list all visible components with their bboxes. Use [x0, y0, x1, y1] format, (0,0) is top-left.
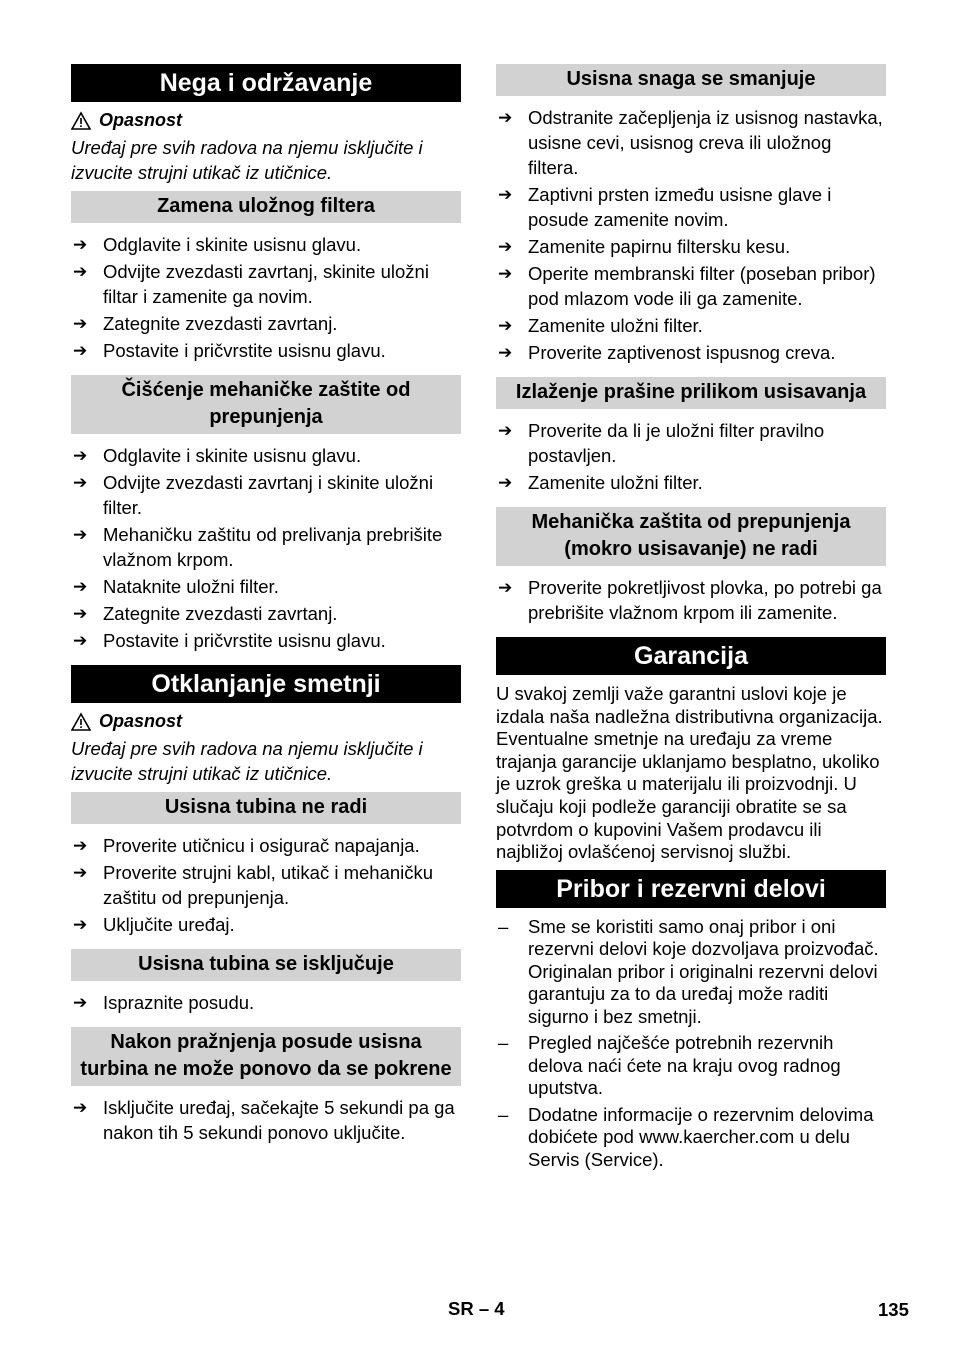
warranty-text: U svakoj zemlji važe garantni uslovi koje je izdala naša nadležna distributivna organizacija. Eventualne smetnje na uređaju za vreme trajanja garancije uklanjamo besplatno, ukoliko je uzrok greška u materijalu ili proizvodnji. U slučaju koji podleže garanciji obratite se sa potvrdom o kupovini Vašem prodavcu ili najbližoj ovlašćenoj servisnoj službi. — [496, 683, 883, 863]
list-item: ➔ Zamenite uložni filter. — [498, 315, 703, 336]
dash-bullet: – — [498, 1103, 509, 1125]
section-heading-accessories: Pribor i rezervni delovi — [496, 870, 886, 908]
arrow-icon: ➔ — [498, 316, 513, 335]
arrow-icon: ➔ — [73, 446, 88, 465]
arrow-icon: ➔ — [73, 473, 88, 492]
arrow-icon: ➔ — [498, 237, 513, 256]
subheading-turbine-restart: Nakon pražnjenja posude usisna turbina ne može ponovo da se pokrene — [71, 1027, 461, 1086]
dash-bullet: – — [498, 915, 509, 937]
list-item: ➔ Proverite pokretljivost plovka, po potrebi ga prebrišite vlažnom krpom ili zamenite. — [498, 577, 882, 623]
list-item: ➔ Postavite i pričvrstite usisnu glavu. — [73, 340, 386, 361]
instruction-list — [71, 990, 461, 1015]
list-item: ➔ Odstranite začepljenja iz usisnog nastavka, usisne cevi, usisnog creva ili uložnog filtera. — [498, 107, 883, 178]
arrow-icon: ➔ — [498, 473, 513, 492]
list-item: ➔ Uključite uređaj. — [73, 914, 235, 935]
warning-label — [71, 711, 461, 732]
instruction-list — [71, 833, 461, 937]
warning-text: Uređaj pre svih radova na njemu isključite i izvucite strujni utikač iz utičnice. — [71, 738, 423, 784]
list-item: ➔ Postavite i pričvrstite usisnu glavu. — [73, 630, 386, 651]
instruction-list — [496, 105, 886, 365]
page-number: 135 — [878, 1299, 909, 1320]
section-heading-troubleshooting: Otklanjanje smetnji — [71, 665, 461, 703]
warning-label — [71, 110, 461, 131]
arrow-icon: ➔ — [73, 993, 88, 1012]
list-item: ➔ Zategnite zvezdasti zavrtanj. — [73, 603, 338, 624]
section-heading-warranty: Garancija — [496, 637, 886, 675]
list-item: ➔ Operite membranski filter (poseban pribor) pod mlazom vode ili ga zamenite. — [498, 263, 876, 309]
arrow-icon: ➔ — [498, 578, 513, 597]
list-item: ➔ Proverite strujni kabl, utikač i mehaničku zaštitu od prepunjenja. — [73, 862, 434, 908]
list-item: ➔ Ispraznite posudu. — [73, 992, 255, 1013]
left-column — [71, 64, 461, 1157]
subheading-dust-escape: Izlaženje prašine prilikom usisavanja — [496, 377, 886, 409]
subheading-turbine-shuts-off: Usisna tubina se isključuje — [71, 949, 461, 981]
right-column — [496, 64, 886, 1175]
warning-icon — [71, 712, 91, 732]
list-item: ➔ Zamenite papirnu filtersku kesu. — [498, 236, 791, 257]
list-item: ➔ Odglavite i skinite usisnu glavu. — [73, 445, 362, 466]
list-item: ➔ Odvijte zvezdasti zavrtanj i skinite uložni filter. — [73, 472, 434, 518]
accessories-list — [496, 916, 886, 1172]
list-item: ➔ Proverite da li je uložni filter pravilno postavljen. — [498, 420, 825, 466]
arrow-icon: ➔ — [73, 525, 88, 544]
warning-text: Uređaj pre svih radova na njemu isključite i izvucite strujni utikač iz utičnice. — [71, 137, 423, 183]
arrow-icon: ➔ — [73, 836, 88, 855]
list-item: – Dodatne informacije o rezervnim delovima dobićete pod www.kaercher.com u delu Servis (Service). — [498, 1103, 874, 1170]
subheading-filter-replacement: Zamena uložnog filtera — [71, 191, 461, 223]
arrow-icon: ➔ — [73, 631, 88, 650]
arrow-icon: ➔ — [73, 341, 88, 360]
arrow-icon: ➔ — [498, 421, 513, 440]
list-item: ➔ Proverite utičnicu i osigurač napajanja. — [73, 835, 420, 856]
arrow-icon: ➔ — [73, 262, 88, 281]
arrow-icon: ➔ — [73, 915, 88, 934]
subheading-suction-decreases: Usisna snaga se smanjuje — [496, 64, 886, 96]
list-item: ➔ Odvijte zvezdasti zavrtanj, skinite uložni filtar i zamenite ga novim. — [73, 261, 429, 307]
list-item: – Sme se koristiti samo onaj pribor i oni rezervni delovi koje dozvoljava proizvođač. Originalan pribor i originalni rezervni delovi garantuju za to da uređaj može raditi sigurno i bez smetnji. — [498, 915, 879, 1027]
arrow-icon: ➔ — [498, 264, 513, 283]
arrow-icon: ➔ — [498, 185, 513, 204]
dash-bullet: – — [498, 1032, 509, 1054]
section-heading-maintenance: Nega i održavanje — [71, 64, 461, 102]
instruction-list — [71, 232, 461, 363]
arrow-icon: ➔ — [498, 343, 513, 362]
instruction-list — [496, 575, 886, 625]
list-item: ➔ Zategnite zvezdasti zavrtanj. — [73, 313, 338, 334]
warning-icon — [71, 111, 91, 131]
instruction-list — [71, 443, 461, 653]
list-item: ➔ Mehaničku zaštitu od prelivanja prebrišite vlažnom krpom. — [73, 524, 443, 570]
warning-label-text: Opasnost — [99, 110, 183, 130]
list-item: ➔ Zamenite uložni filter. — [498, 472, 703, 493]
subheading-float-not-working: Mehanička zaštita od prepunjenja (mokro usisavanje) ne radi — [496, 507, 886, 566]
list-item: ➔ Isključite uređaj, sačekajte 5 sekundi pa ga nakon tih 5 sekundi ponovo uključite. — [73, 1097, 455, 1143]
arrow-icon: ➔ — [73, 577, 88, 596]
list-item: – Pregled najčešće potrebnih rezervnih delova naći ćete na kraju ovog radnog uputstva. — [498, 1032, 841, 1099]
subheading-overflow-protection-cleaning: Čišćenje mehaničke zaštite od prepunjenja — [71, 375, 461, 434]
subheading-turbine-not-working: Usisna tubina ne radi — [71, 792, 461, 824]
arrow-icon: ➔ — [73, 235, 88, 254]
warning-label-text: Opasnost — [99, 711, 183, 731]
list-item: ➔ Nataknite uložni filter. — [73, 576, 279, 597]
list-item: ➔ Zaptivni prsten između usisne glave i posude zamenite novim. — [498, 184, 832, 230]
arrow-icon: ➔ — [73, 863, 88, 882]
arrow-icon: ➔ — [498, 108, 513, 127]
instruction-list — [71, 1095, 461, 1145]
arrow-icon: ➔ — [73, 1098, 88, 1117]
arrow-icon: ➔ — [73, 314, 88, 333]
instruction-list — [496, 418, 886, 495]
list-item: ➔ Odglavite i skinite usisnu glavu. — [73, 234, 362, 255]
footer-language-page: SR – 4 — [448, 1298, 505, 1319]
arrow-icon: ➔ — [73, 604, 88, 623]
list-item: ➔ Proverite zaptivenost ispusnog creva. — [498, 342, 836, 363]
